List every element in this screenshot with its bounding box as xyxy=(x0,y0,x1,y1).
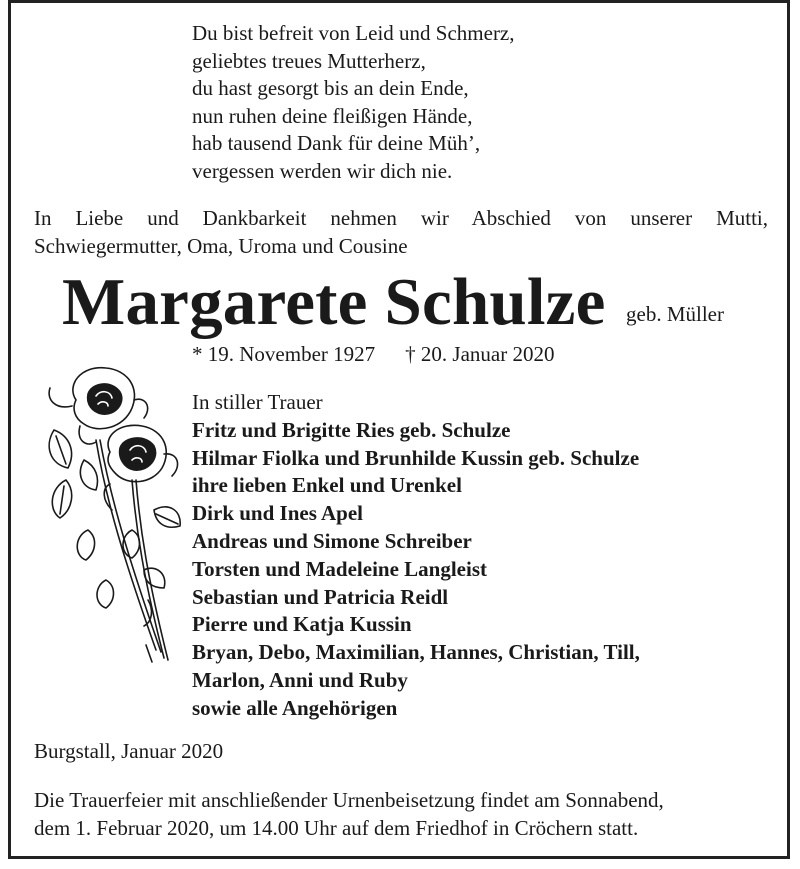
mourner-line: Pierre und Katja Kussin xyxy=(192,612,412,637)
maiden-name: geb. Müller xyxy=(626,302,724,326)
ceremony-line-2: dem 1. Februar 2020, um 14.00 Uhr auf dem Friedhof in Cröchern statt. xyxy=(34,816,639,840)
mourner-line: ihre lieben Enkel und Urenkel xyxy=(192,473,462,498)
mourner-line: Marlon, Anni und Ruby xyxy=(192,667,408,692)
poem-line: vergessen werden wir dich nie. xyxy=(192,158,453,183)
mourner-line: Fritz und Brigitte Ries geb. Schulze xyxy=(192,417,511,442)
intro-line-1: In Liebe und Dankbarkeit nehmen wir Abschied von unserer Mutti, xyxy=(34,206,768,230)
rose-illustration-icon xyxy=(36,360,186,665)
poem xyxy=(192,20,515,185)
death-date: † 20. Januar 2020 xyxy=(405,342,555,366)
mourner-line: Bryan, Debo, Maximilian, Hannes, Christian, Till, xyxy=(192,640,640,665)
mourner-line: Dirk und Ines Apel xyxy=(192,501,363,526)
poem-line: geliebtes treues Mutterherz, xyxy=(192,48,426,73)
intro-text xyxy=(34,204,768,260)
mourner-line: sowie alle Angehörigen xyxy=(192,695,398,720)
mourner-line: Andreas und Simone Schreiber xyxy=(192,528,472,553)
place-date: Burgstall, Januar 2020 xyxy=(34,739,224,763)
mourners-intro: In stiller Trauer xyxy=(192,390,323,414)
life-dates xyxy=(192,342,554,367)
poem-line: du hast gesorgt bis an dein Ende, xyxy=(192,76,469,100)
poem-line: hab tausend Dank für deine Müh’, xyxy=(192,131,481,155)
mourners-list xyxy=(192,389,640,723)
ceremony-notice xyxy=(34,786,768,842)
mourner-line: Sebastian und Patricia Reidl xyxy=(192,584,449,609)
birth-date: * 19. November 1927 xyxy=(192,342,376,366)
poem-line: Du bist befreit von Leid und Schmerz, xyxy=(192,21,515,45)
mourner-line: Hilmar Fiolka und Brunhilde Kussin geb. Schulze xyxy=(192,445,640,470)
poem-line: nun ruhen deine fleißigen Hände, xyxy=(192,103,473,128)
ceremony-line-1: Die Trauerfeier mit anschließender Urnenbeisetzung findet am Sonnabend, xyxy=(34,788,664,812)
intro-line-2: Schwiegermutter, Oma, Uroma und Cousine xyxy=(34,234,408,258)
deceased-name: Margarete Schulze xyxy=(62,265,606,339)
mourner-line: Torsten und Madeleine Langleist xyxy=(192,556,488,581)
